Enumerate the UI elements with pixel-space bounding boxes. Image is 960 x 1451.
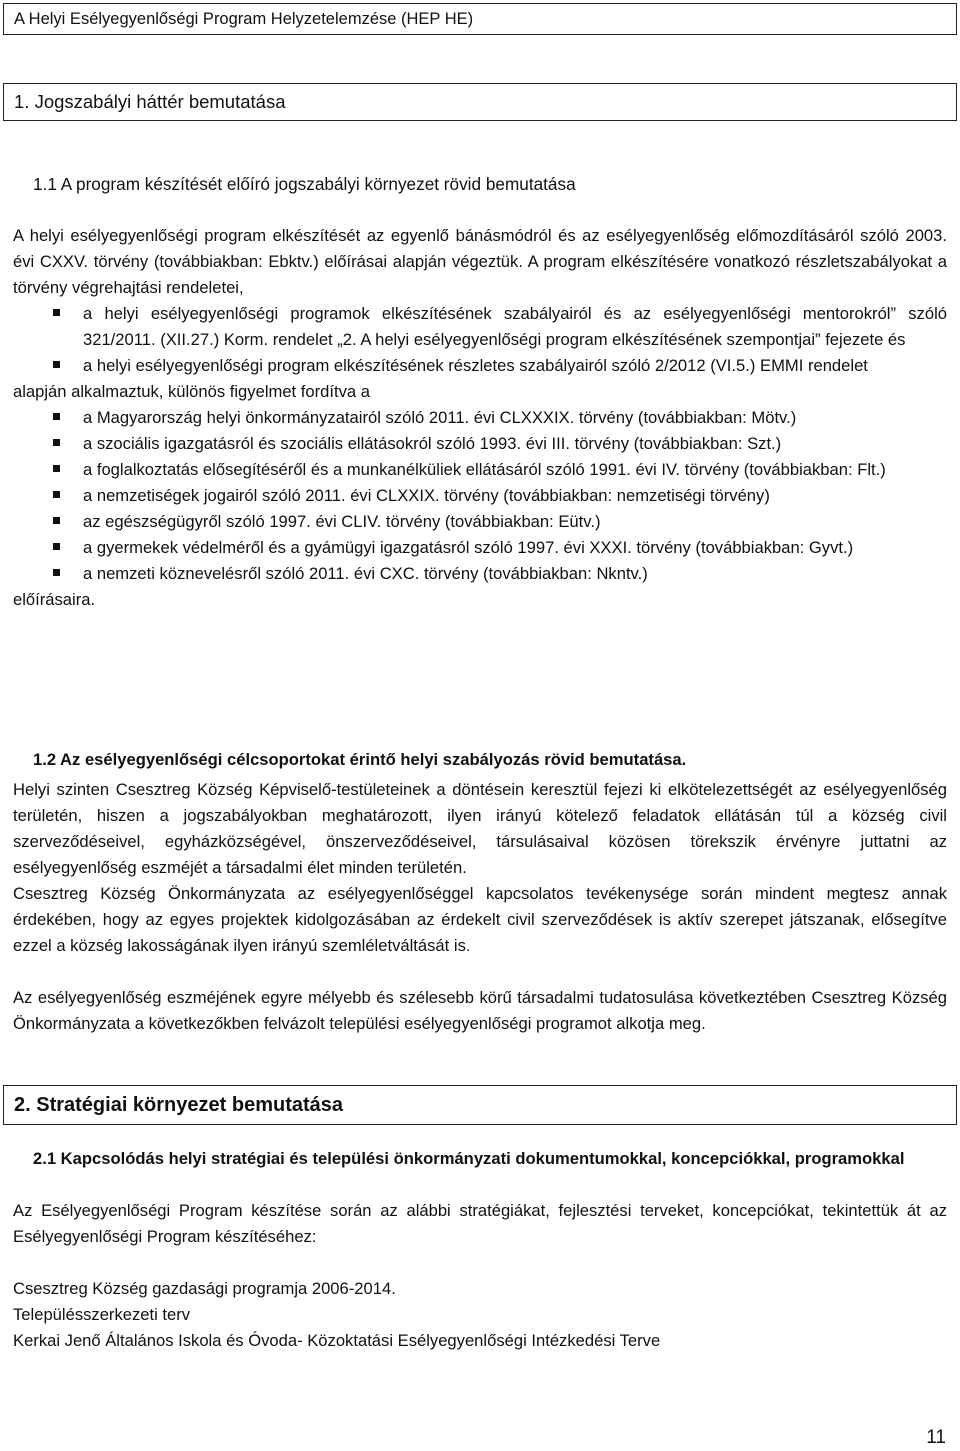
paragraph-legal-intro: A helyi esélyegyenlőségi program elkészítését az egyenlő bánásmódról és az esélyegyenlőség előmozdításáról szóló 2003. évi CXXV. törvény (továbbiakban: Ebktv.) előírásai alapján végeztük. A program elkészítésére vonatkozó részletszabályokat a törvény végrehajtási rendeletei, <box>13 226 947 297</box>
list-item: a nemzeti köznevelésről szóló 2011. évi CXC. törvény (továbbiakban: Nkntv.) <box>13 561 947 587</box>
section-2-1-body <box>13 1198 947 1354</box>
paragraph-closing: előírásaira. <box>13 590 96 609</box>
section-1-2-heading <box>33 747 947 773</box>
paragraph-applied-laws: alapján alkalmaztuk, különös figyelmet fordítva a <box>13 382 370 401</box>
section-1-1-body <box>13 223 947 613</box>
list-item: a nemzetiségek jogairól szóló 2011. évi CLXXIX. törvény (továbbiakban: nemzetiségi törvény) <box>13 483 947 509</box>
section-1-1-heading <box>33 171 947 197</box>
document-header-title: A Helyi Esélyegyenlőségi Program Helyzetelemzése (HEP HE) <box>14 10 474 28</box>
list-item: a Magyarország helyi önkormányzatairól szóló 2011. évi CLXXXIX. törvény (továbbiakban: Mötv.) <box>13 405 947 431</box>
red-period: . <box>465 936 471 955</box>
page-number: 11 <box>926 1427 946 1448</box>
section-1-2-body <box>13 777 947 1037</box>
list-item: a gyermekek védelméről és a gyámügyi igazgatásról szóló 1997. évi XXXI. törvény (továbbiakban: Gyvt.) <box>13 535 947 561</box>
list-item: a szociális igazgatásról és szociális ellátásokról szóló 1993. évi III. törvény (továbbiakban: Szt.) <box>13 431 947 457</box>
section-2-1-heading: 2.1 Kapcsolódás helyi stratégiai és települési önkormányzati dokumentumokkal, koncepciókkal, programokkal <box>33 1149 905 1168</box>
paragraph-program-creation: Az esélyegyenlőség eszméjének egyre mélyebb és szélesebb körű társadalmi tudatosulása következtében Csesztreg Község Önkormányzata a következőkben felvázolt települési esélyegyenlőségi programot alkotja meg. <box>13 988 947 1033</box>
section-1-1-heading-text: 1.1 A program készítését előíró jogszabályi környezet rövid bemutatása <box>33 174 576 194</box>
paragraph-strategies-reviewed: Az Esélyegyenlőségi Program készítése során az alábbi stratégiákat, fejlesztési terveket, koncepciókat, tekintettük át az Esélyegyenlőségi Program készítéséhez: <box>13 1201 947 1246</box>
section-1-2-heading-text: 1.2 Az esélyegyenlőségi célcsoportokat érintő helyi szabályozás rövid bemutatása. <box>33 750 687 769</box>
list-item: a helyi esélyegyenlőségi program elkészítésének részletes szabályairól szóló 2/2012 (VI.5.) EMMI rendelet <box>13 353 947 379</box>
section-2-heading: 2. Stratégiai környezet bemutatása <box>14 1094 344 1116</box>
section-1-heading: 1. Jogszabályi háttér bemutatása <box>14 91 286 112</box>
list-item: Csesztreg Község gazdasági programja 2006-2014. <box>13 1279 396 1298</box>
list-item: a foglalkoztatás elősegítéséről és a munkanélküliek ellátásáról szóló 1991. évi IV. törvény (továbbiakban: Flt.) <box>13 457 947 483</box>
ebktv-reference: törvény (továbbiakban: Ebktv.) előírásai alapján végeztük. <box>93 252 523 271</box>
section-2-heading-box <box>3 1085 957 1125</box>
paragraph-local-commitment: Helyi szinten Csesztreg Község Képviselő-testületeinek a döntésein keresztül fejezi ki elkötelezettségét az esélyegyenlőség területén, hiszen a jogszabályokban meghatározott, ilyen irányú kötelező feladatok ellátásán túl a község civil szerveződéseivel, egyházközségével, önszerveződéseivel, társulásaival közösen törekszik érvényre juttatni az esélyegyenlőség eszméjét a társadalmi élet minden területén. <box>13 780 947 877</box>
reviewed-documents-list <box>13 1276 947 1354</box>
implementing-decrees-list <box>13 301 947 379</box>
list-item: Kerkai Jenő Általános Iskola és Óvoda- Közoktatási Esélyegyenlőségi Intézkedési Terve <box>13 1331 661 1350</box>
list-item: a helyi esélyegyenlőségi programok elkészítésének szabályairól és az esélyegyenlőségi mentorokról” szóló 321/2011. (XII.27.) Korm. rendelet „2. A helyi esélyegyenlőségi program elkészítésének szempontjai” fejezete és <box>13 301 947 353</box>
section-1-heading-box <box>3 83 957 121</box>
related-laws-list <box>13 405 947 587</box>
document-header-box <box>3 3 957 35</box>
list-item: az egészségügyről szóló 1997. évi CLIV. törvény (továbbiakban: Eütv.) <box>13 509 947 535</box>
list-item: Településszerkezeti terv <box>13 1305 191 1324</box>
paragraph-municipality-efforts: Csesztreg Község Önkormányzata az esélyegyenlőséggel kapcsolatos tevékenysége során mindent megtesz annak érdekében, hogy az egyes projektek kidolgozásában az érdekelt civil szerveződések is aktív szerepet játszanak, elősegítve ezzel a község lakosságának ilyen irányú szemléletváltását is. <box>13 884 947 955</box>
